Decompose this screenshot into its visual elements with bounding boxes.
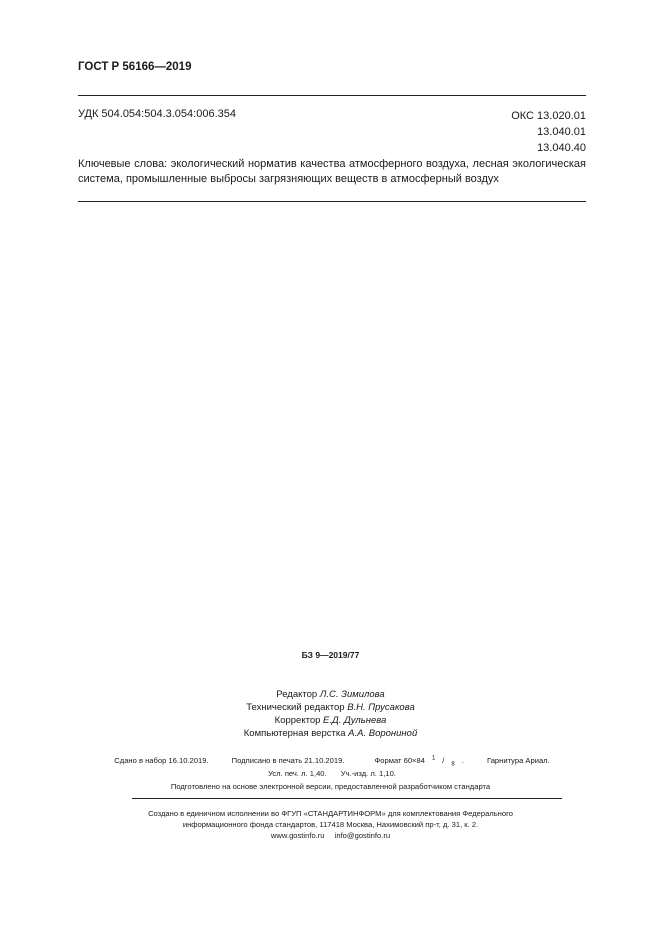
prepared-note: Подготовлено на основе электронной версии, предоставленной разработчиком стандарта [170,782,491,791]
standard-code: ГОСТ Р 56166—2019 [78,61,192,73]
website-link[interactable]: www.gostinfo.ru [270,831,325,840]
oks-line: ОКС 13.020.01 [511,110,586,122]
oks-codes [511,108,586,156]
credits-block [0,688,661,740]
corrector-line [0,714,661,727]
editor-name: Л.С. Зимилова [319,689,385,700]
layout-line [0,727,661,740]
layout-role: Компьютерная верстка [243,728,346,739]
sent-date: Сдано в набор 16.10.2019. [114,755,209,765]
oks-line: 13.040.40 [537,142,586,154]
pub-sheets: Уч.-изд. л. 1,10. [340,769,396,778]
editor-line [0,688,661,701]
keywords-divider [78,201,586,202]
tech-editor-role: Технический редактор [246,702,345,713]
created-note [0,808,661,841]
keywords: Ключевые слова: экологический норматив качества атмосферного воздуха, лесная экологическая система, промышленные выбросы загрязняющих веществ в атмосферный воздух [78,158,586,185]
imprint-line-2 [78,769,586,778]
format: Формат 60×84 $^1$ / $_8$ . [374,755,464,768]
print-sheets: Усл. печ. л. 1,40. [268,769,327,778]
created-line-2: информационного фонда стандартов, 117418 Москва, Нахимовский пр-т, д. 31, к. 2. [182,820,479,829]
contact-links [0,830,661,841]
email-link[interactable]: info@gostinfo.ru [334,831,391,840]
corrector-role: Корректор [274,715,321,726]
top-divider [78,95,586,96]
bz-number: БЗ 9—2019/77 [301,650,360,660]
layout-name: А.А. Ворониной [348,728,418,739]
editor-role: Редактор [276,689,318,700]
tech-editor-name: В.Н. Прусакова [347,702,415,713]
oks-line: 13.040.01 [537,126,586,138]
tech-editor-line [0,701,661,714]
udk-code: УДК 504.054:504.3.054:006.354 [78,108,236,120]
typeface: Гарнитура Ариал. [487,755,550,765]
corrector-name: Е.Д. Дульнева [323,715,387,726]
created-line-1: Создано в единичном исполнении во ФГУП «СТАНДАРТИНФОРМ» для комплектования Федерального [148,809,513,818]
imprint-divider [132,798,562,799]
imprint-line-1 [78,755,586,767]
signed-date: Подписано в печать 21.10.2019. [231,755,345,765]
